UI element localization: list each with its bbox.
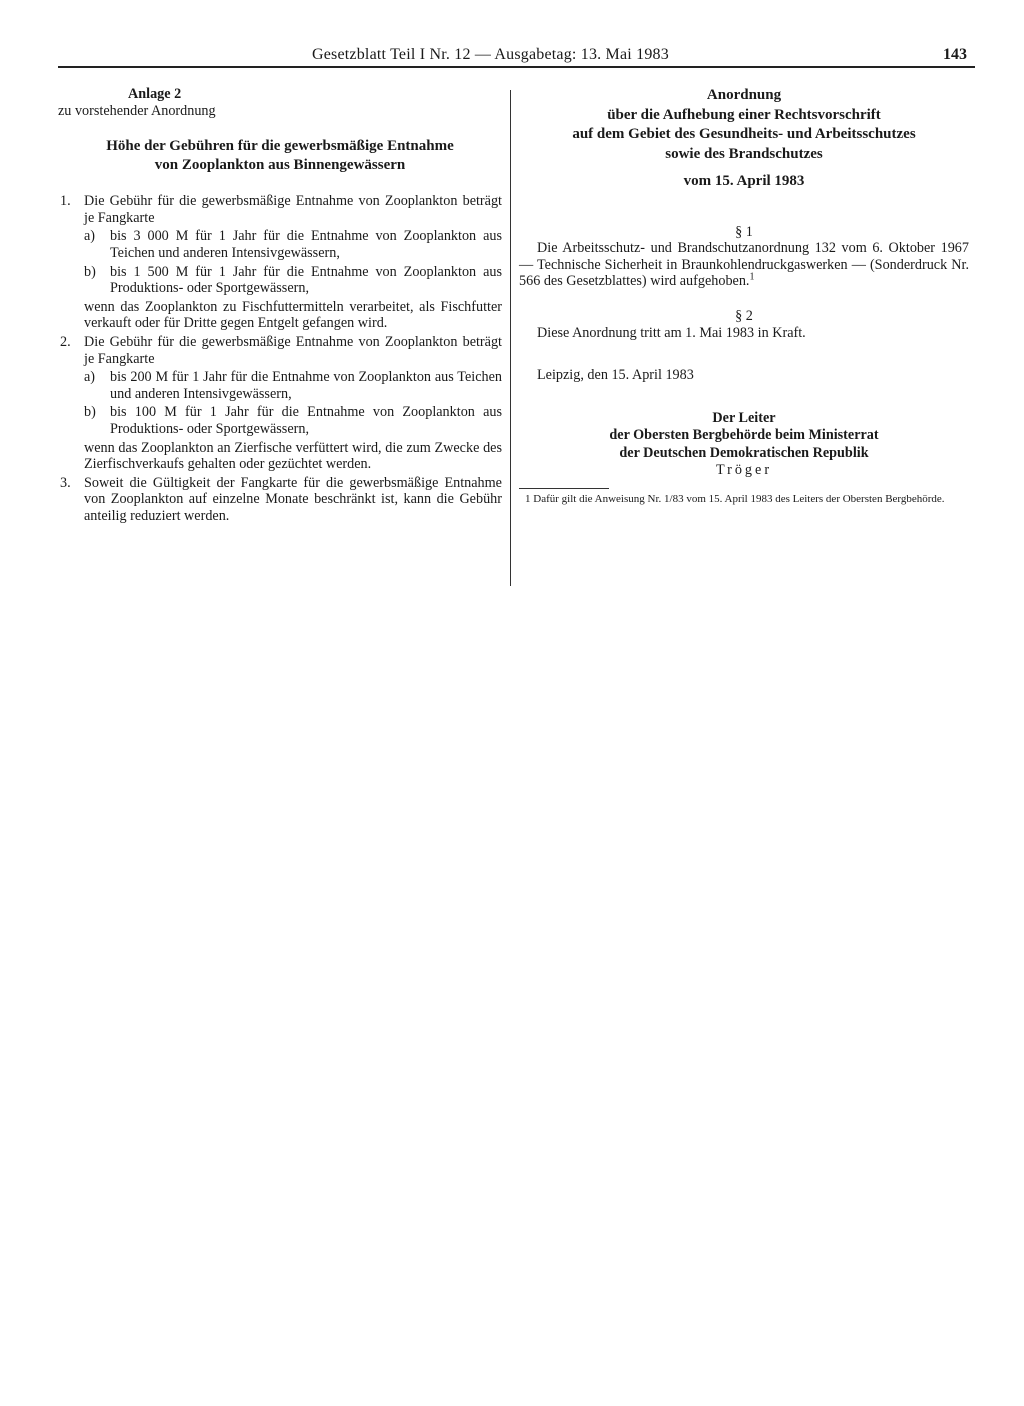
list-item-2 xyxy=(58,334,502,473)
sub-item-text: bis 3 000 M für 1 Jahr für die Entnahme von Zooplankton aus Teichen und anderen Intensivgewässern, xyxy=(110,228,502,261)
anlage-subtitle: zu vorstehender Anordnung xyxy=(58,102,216,119)
ordinance-date: vom 15. April 1983 xyxy=(683,173,805,189)
title-line: auf dem Gebiet des Gesundheits- und Arbeitsschutzes xyxy=(572,126,916,142)
item-continuation: wenn das Zooplankton an Zierfische verfüttert wird, die zum Zwecke des Zierfischverkaufs gehalten oder gezüchtet werden. xyxy=(84,439,502,473)
section-2-text: Diese Anordnung tritt am 1. Mai 1983 in Kraft. xyxy=(537,324,806,341)
section-1-label: § 1 xyxy=(735,223,753,240)
fee-heading-line1: Höhe der Gebühren für die gewerbsmäßige Entnahme xyxy=(106,138,454,155)
sub-item-label: a) xyxy=(84,228,96,245)
sub-item-text: bis 1 500 M für 1 Jahr für die Entnahme von Zooplankton aus Produktions- oder Sportgewässern, xyxy=(110,263,502,297)
right-column xyxy=(519,86,969,505)
anlage-title: Anlage 2 xyxy=(128,86,182,102)
signatory-name: Tröger xyxy=(715,462,773,479)
footnote-rule xyxy=(519,488,609,489)
sub-item-text: bis 200 M für 1 Jahr für die Entnahme von Zooplankton aus Teichen und anderen Intensivgewässern, xyxy=(110,369,502,402)
sub-item-label: a) xyxy=(84,369,96,386)
title-line: Anordnung xyxy=(706,87,782,103)
signatory-title: der Deutschen Demokratischen Republik xyxy=(619,444,869,461)
place-date: Leipzig, den 15. April 1983 xyxy=(537,367,694,384)
signatory-title: Der Leiter xyxy=(712,409,776,426)
sub-item-text: bis 100 M für 1 Jahr für die Entnahme von Zooplankton aus Produktions- oder Sportgewässern, xyxy=(110,404,502,437)
sub-item-a xyxy=(84,228,502,261)
page-number: 143 xyxy=(943,46,967,63)
sub-item-b xyxy=(84,404,502,437)
list-item-1 xyxy=(58,193,502,332)
section-1-body xyxy=(519,240,969,290)
signature-block xyxy=(519,410,969,480)
item-text: Die Gebühr für die gewerbsmäßige Entnahme von Zooplankton beträgt je Fangkarte xyxy=(84,333,502,367)
sub-item-label: b) xyxy=(84,404,96,421)
item-number: 3. xyxy=(60,474,71,491)
footnote-mark: 1 xyxy=(749,271,755,283)
signatory-title: der Obersten Bergbehörde beim Ministerrat xyxy=(609,427,879,444)
footnote: 1 Dafür gilt die Anweisung Nr. 1/83 vom 15. April 1983 des Leiters der Obersten Bergbehörde. xyxy=(525,492,945,505)
fee-heading-line2: von Zooplankton aus Binnengewässern xyxy=(154,157,406,174)
item-text: Soweit die Gültigkeit der Fangkarte für die gewerbsmäßige Entnahme von Zooplankton auf einzelne Monate beschränkt ist, kann die Gebühr anteilig reduziert werden. xyxy=(84,474,502,524)
item-number: 2. xyxy=(60,333,71,350)
item-text: Die Gebühr für die gewerbsmäßige Entnahme von Zooplankton beträgt je Fangkarte xyxy=(84,193,502,226)
page-header xyxy=(58,44,975,68)
sub-item-b xyxy=(84,264,502,297)
section-2-body xyxy=(519,325,969,342)
section-1-text: Die Arbeitsschutz- und Brandschutzanordnung 132 vom 6. Oktober 1967 — Technische Sicherheit in Braunkohlendruckgaswerken — (Sonderdruck Nr. 566 des Gesetzblattes) wird aufgehoben. xyxy=(519,240,969,290)
item-continuation: wenn das Zooplankton zu Fischfuttermitteln verarbeitet, als Fischfutter verkauft oder für Dritte gegen Entgelt gefangen wird. xyxy=(84,298,502,332)
column-divider xyxy=(510,90,511,586)
sub-item-label: b) xyxy=(84,263,96,280)
section-2-label: § 2 xyxy=(735,307,753,324)
running-title: Gesetzblatt Teil I Nr. 12 — Ausgabetag: 13. Mai 1983 xyxy=(312,46,669,63)
sub-item-a xyxy=(84,369,502,402)
list-item-3 xyxy=(58,475,502,525)
title-line: sowie des Brandschutzes xyxy=(665,145,823,162)
left-column xyxy=(58,86,502,525)
item-number: 1. xyxy=(60,193,71,210)
ordinance-title xyxy=(519,86,969,164)
title-line: über die Aufhebung einer Rechtsvorschrift xyxy=(607,106,881,123)
fee-heading xyxy=(58,137,502,175)
